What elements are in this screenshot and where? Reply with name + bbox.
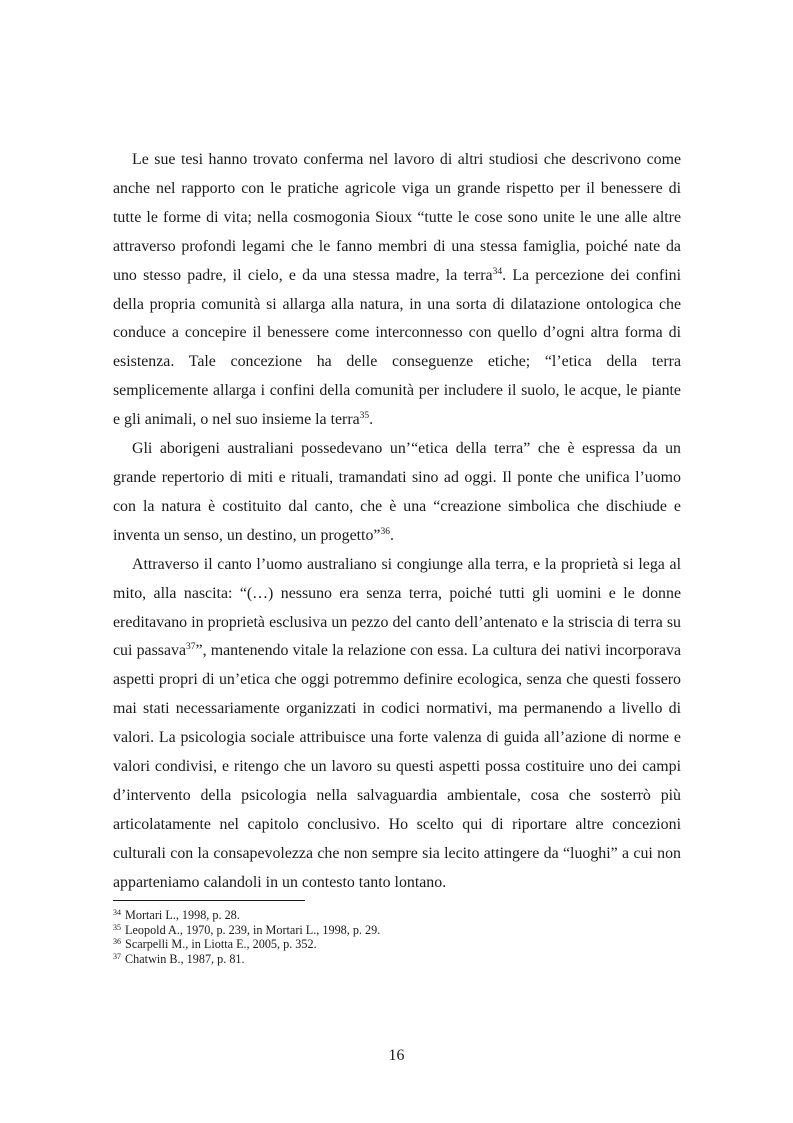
paragraph-text: Le sue tesi hanno trovato conferma nel lavoro di altri studiosi che descrivono come anche nel rapporto con le pratiche agricole viga un grande rispetto per il benessere di tutte le forme di vita; nella cosmogonia Sioux “tutte le cose sono unite le une alle altre attraverso profondi legami che le fanno membri di una stessa famiglia, poiché nate da uno stesso padre, il cielo, e da una stessa madre, la terra: [113, 151, 681, 284]
footnote-number: 34: [113, 908, 121, 917]
paragraph-text: . La percezione dei confini della propria comunità si allarga alla natura, in una sorta di dilatazione ontologica che conduce a concepire il benessere come interconnesso con quello d’ogni altra forma di esistenza. Tale concezione ha delle conseguenze etiche; “l’etica della terra semplicemente allarga i confini della comunità per includere il suolo, le acque, le piante e gli animali, o nel suo insieme la terra: [113, 266, 681, 429]
paragraph-1: [113, 146, 681, 435]
footnote-ref-37: 37: [186, 642, 196, 653]
paragraph-3: [113, 551, 681, 898]
footnote-ref-34: 34: [492, 266, 503, 277]
footnotes: [113, 908, 681, 966]
footnote-number: 36: [113, 937, 121, 947]
footnote-number: 37: [113, 951, 121, 961]
footnote-ref-36: 36: [380, 526, 390, 537]
footnote-text: Leopold A., 1970, p. 239, in Mortari L., 1998, p. 29.: [125, 922, 381, 937]
footnote-text: Scarpelli M., in Liotta E., 2005, p. 352.: [125, 937, 317, 952]
paragraph-text: .: [369, 411, 374, 429]
paragraph-2: [113, 435, 681, 551]
footnote-34: [113, 908, 681, 923]
footnote-text: Mortari L., 1998, p. 28.: [125, 908, 240, 922]
footnote-text: Chatwin B., 1987, p. 81.: [125, 951, 245, 966]
footnote-ref-35: 35: [359, 411, 370, 422]
footnote-35: [113, 923, 681, 938]
footnote-separator: [113, 900, 305, 901]
paragraph-text: Gli aborigeni australiani possedevano un’“etica della terra” che è espressa da un grande repertorio di miti e rituali, tramandati sino ad oggi. Il ponte che unifica l’uomo con la natura è costituito dal canto, che è una “creazione simbolica che dischiude e inventa un senso, un destino, un progetto”: [113, 440, 681, 544]
page-number: 16: [388, 1047, 405, 1064]
paragraph-text: .: [389, 526, 394, 544]
paragraph-text: ”, mantenendo vitale la relazione con essa. La cultura dei nativi incorporava aspetti propri di un’etica che oggi potremmo definire ecologica, senza che questi fossero mai stati necessariamente organizzati in codici normativi, ma permanendo a livello di valori. La psicologia sociale attribuisce una forte valenza di guida all’azione di norme e valori condivisi, e ritengo che un lavoro su questi aspetti possa costituire uno dei campi d’intervento della psicologia nella salvaguardia ambientale, cosa che sosterrò più articolatamente nel capitolo conclusivo. Ho scelto qui di riportare altre concezioni culturali con la consapevolezza che non sempre sia lecito attingere da “luoghi” a cui non apparteniamo calandoli in un contesto tanto lontano.: [113, 642, 681, 891]
body-text: [113, 146, 681, 898]
paragraph-text: Attraverso il canto l’uomo australiano si congiunge alla terra, e la proprietà si lega al mito, alla nascita: “(…) nessuno era senza terra, poiché tutti gli uomini e le donne ereditavano in proprietà esclusiva un pezzo del canto dell’antenato e la striscia di terra su cui passava: [113, 555, 681, 660]
footnote-37: [113, 952, 681, 967]
footnote-36: [113, 937, 681, 952]
footnote-number: 35: [113, 922, 121, 932]
